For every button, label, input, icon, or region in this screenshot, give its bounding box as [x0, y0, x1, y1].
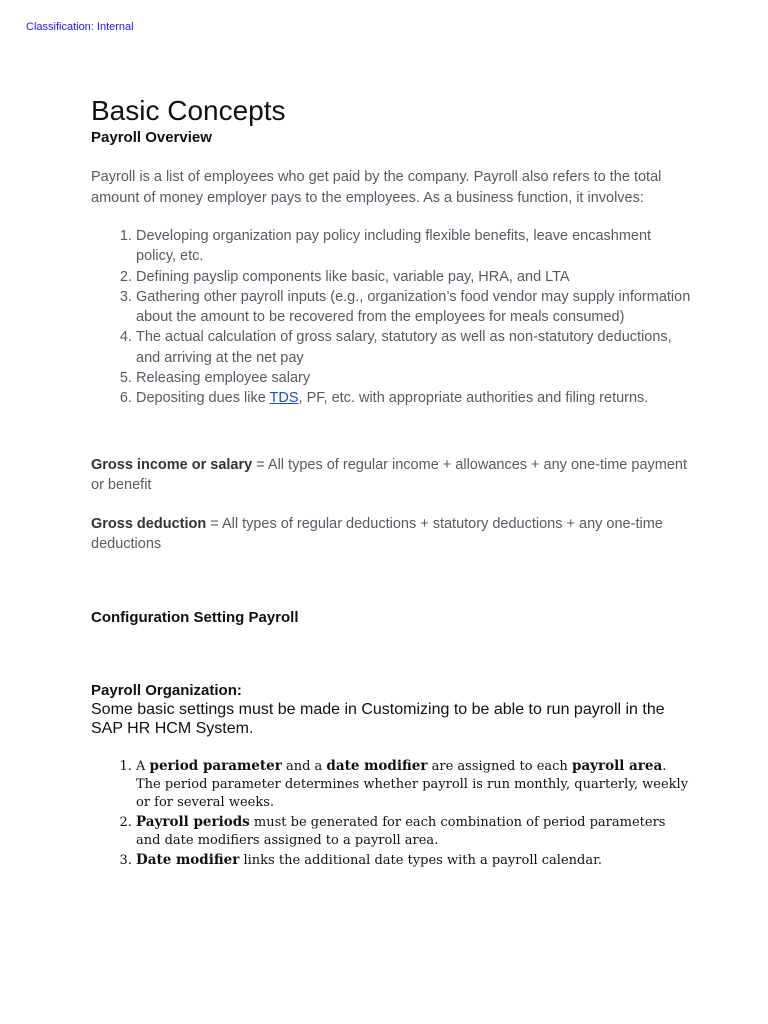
gross-deduction-definition: [91, 514, 691, 555]
list-item-text: links the additional date types with a payroll calendar.: [239, 852, 603, 868]
settings-list: [91, 757, 691, 870]
classification-label: Classification: Internal: [26, 21, 134, 33]
list-item-text: . The period parameter determines whether payroll is run monthly, quarterly, weekly or for several weeks.: [136, 758, 689, 810]
config-heading: Configuration Setting Payroll: [91, 608, 299, 626]
payroll-organization-heading: Payroll Organization:: [91, 681, 242, 699]
document-body: [91, 94, 691, 870]
gross-deduction-text: = All types of regular deductions + statutory deductions + any one-time deductions: [91, 515, 663, 553]
list-item-text: must be generated for each combination of period parameters and date modifiers assigned to a payroll area.: [136, 814, 666, 848]
gross-deduction-term: Gross deduction: [91, 515, 207, 532]
list-item: 5. Releasing employee salary: [136, 368, 691, 388]
list-item: [136, 851, 691, 870]
intro-paragraph: Payroll is a list of employees who get paid by the company. Payroll also refers to the total amount of money employer pays to the employees. As a business function, it involves:: [91, 169, 662, 206]
list-item: 1. Developing organization pay policy including flexible benefits, leave encashment policy, etc.: [136, 226, 691, 267]
list-item-term: period parameter: [149, 757, 282, 774]
list-item-term: Date modifier: [136, 851, 240, 868]
list-item: [136, 813, 691, 850]
page-title: Basic Concepts: [91, 95, 286, 126]
list-item: 2. Defining payslip components like basic, variable pay, HRA, and LTA: [136, 267, 691, 287]
gross-income-text: = All types of regular income + allowances + any one-time payment or benefit: [91, 456, 688, 494]
list-item: 4. The actual calculation of gross salary, statutory as well as non-statutory deductions, and arriving at the net pay: [136, 327, 691, 368]
list-item-text: , PF, etc. with appropriate authorities and filing returns.: [298, 390, 649, 407]
gross-income-definition: [91, 455, 691, 496]
list-item-term: Payroll periods: [136, 813, 250, 830]
payroll-organization-text: Some basic settings must be made in Customizing to be able to run payroll in the SAP HR HCM System.: [91, 700, 665, 737]
list-item-text: Depositing dues like: [136, 390, 270, 407]
list-item: [136, 388, 691, 408]
list-item-term: date modifier: [326, 757, 428, 774]
list-item-text: A: [136, 758, 150, 774]
list-item-term: payroll area: [571, 757, 663, 774]
section-subtitle: Payroll Overview: [91, 129, 212, 146]
list-item: 3. Gathering other payroll inputs (e.g., organization’s food vendor may supply information about the amount to be recovered from the employees for meals consumed): [136, 287, 691, 328]
list-item-text: are assigned to each: [427, 758, 572, 774]
tds-link[interactable]: TDS: [269, 390, 299, 407]
gross-income-term: Gross income or salary: [91, 456, 253, 473]
overview-list: [91, 226, 691, 409]
list-item: [136, 757, 691, 812]
list-item-text: and a: [281, 758, 327, 774]
